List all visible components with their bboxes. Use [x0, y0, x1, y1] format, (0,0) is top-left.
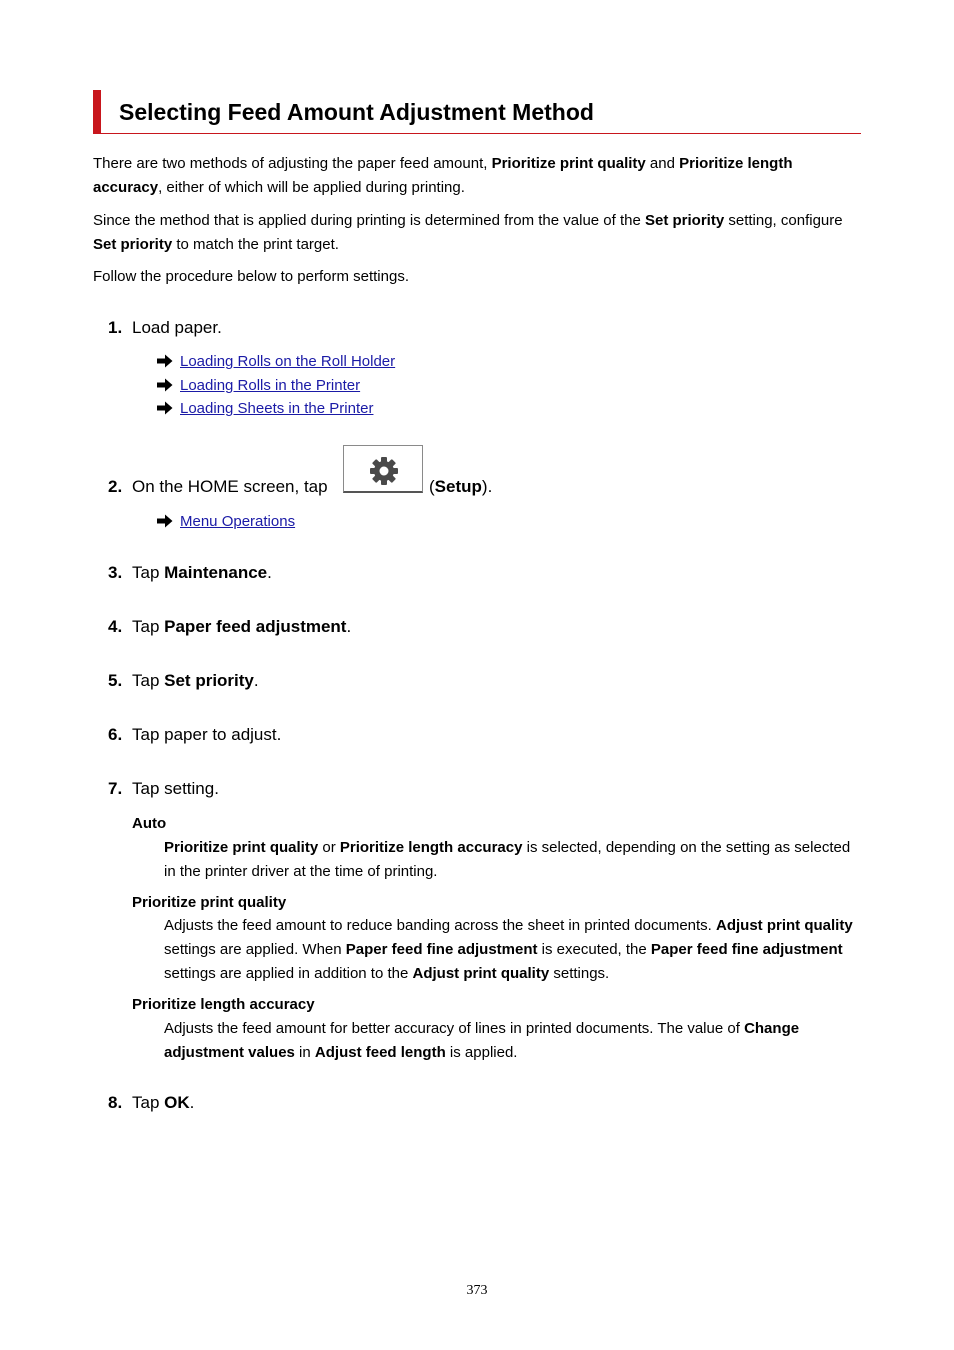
step-2 — [108, 476, 328, 498]
intro-paragraph-3: Follow the procedure below to perform settings. — [93, 268, 409, 285]
text: settings are applied. When — [164, 941, 346, 958]
setup-button[interactable] — [343, 445, 423, 493]
bold-term: Adjust print quality — [716, 917, 853, 934]
bold-term: Set priority — [164, 671, 254, 690]
arrow-right-icon — [157, 354, 175, 368]
link-loading-sheets-printer[interactable]: Loading Sheets in the Printer — [180, 400, 374, 417]
step-3 — [108, 562, 272, 584]
link-loading-rolls-roll-holder[interactable]: Loading Rolls on the Roll Holder — [180, 353, 396, 370]
bold-term: Prioritize print quality — [491, 155, 646, 172]
step-1 — [108, 317, 222, 339]
text: Since the method that is applied during printing is determined from the value of the — [93, 212, 645, 229]
page-title-block — [93, 90, 861, 134]
text: ). — [481, 477, 493, 496]
link-row — [157, 352, 395, 372]
text: is selected, depending on the setting as selected in the printer driver at the time of printing. — [164, 839, 851, 880]
link-row — [157, 376, 360, 396]
text: settings are applied in addition to the — [164, 965, 413, 982]
arrow-right-icon — [157, 514, 175, 528]
step-4 — [108, 616, 351, 638]
bold-term: Adjust print quality — [412, 965, 550, 982]
text: Tap — [132, 671, 165, 690]
step-text: Tap setting. — [132, 779, 219, 798]
setup-label — [429, 476, 492, 498]
step-7 — [108, 778, 219, 800]
text: Adjusts the feed amount for better accuracy of lines in printed documents. The value of — [164, 1020, 745, 1037]
text: ( — [429, 477, 435, 496]
bold-term: Paper feed adjustment — [164, 617, 347, 636]
option-desc-quality — [164, 914, 854, 986]
bold-term: Prioritize length accuracy — [339, 839, 523, 856]
page-title: Selecting Feed Amount Adjustment Method — [119, 99, 594, 125]
step-number: 1. — [108, 318, 123, 337]
text: in — [294, 1044, 315, 1061]
text: and — [645, 155, 680, 172]
text: setting, configure — [724, 212, 843, 229]
step-text: On the HOME screen, tap — [132, 477, 328, 496]
step-number: 4. — [108, 617, 123, 636]
link-menu-operations[interactable]: Menu Operations — [180, 513, 296, 530]
bold-term: Adjust feed length — [314, 1044, 446, 1061]
link-row — [157, 399, 373, 419]
bold-term: Prioritize print quality — [164, 839, 319, 856]
text: Adjusts the feed amount to reduce banding across the sheet in printed documents. — [164, 917, 717, 934]
text: or — [318, 839, 340, 856]
gear-icon — [369, 456, 399, 486]
option-desc-length — [164, 1017, 854, 1065]
step-5 — [108, 670, 259, 692]
text: . — [189, 1093, 195, 1112]
bold-term: Set priority — [645, 212, 725, 229]
text: settings. — [549, 965, 610, 982]
intro-paragraph-2 — [93, 209, 863, 257]
step-number: 2. — [108, 477, 123, 496]
bold-term: Prioritize length accuracy — [93, 155, 793, 196]
step-8 — [108, 1092, 194, 1114]
page-number: 373 — [466, 1283, 488, 1298]
option-term-auto: Auto — [132, 815, 167, 832]
bold-term: Change adjustment values — [164, 1020, 800, 1061]
text: is applied. — [445, 1044, 518, 1061]
step-number: 7. — [108, 779, 123, 798]
text: Tap — [132, 1093, 165, 1112]
bold-term: Set priority — [93, 236, 173, 253]
step-number: 5. — [108, 671, 123, 690]
option-term-length: Prioritize length accuracy — [132, 996, 315, 1013]
text: , either of which will be applied during printing. — [158, 179, 465, 196]
text: . — [253, 671, 259, 690]
link-row — [157, 512, 295, 532]
option-desc-auto — [164, 836, 854, 884]
text: Tap — [132, 563, 165, 582]
step-6 — [108, 724, 281, 746]
bold-term: Maintenance — [164, 563, 268, 582]
option-term-quality: Prioritize print quality — [132, 894, 287, 911]
step-number: 3. — [108, 563, 123, 582]
link-loading-rolls-printer[interactable]: Loading Rolls in the Printer — [180, 377, 361, 394]
intro-paragraph-1 — [93, 152, 863, 200]
text: Tap — [132, 617, 165, 636]
text: to match the print target. — [172, 236, 339, 253]
step-number: 8. — [108, 1093, 123, 1112]
text: is executed, the — [537, 941, 651, 958]
bold-term: Paper feed fine adjustment — [650, 941, 843, 958]
step-number: 6. — [108, 725, 123, 744]
bold-term: Paper feed fine adjustment — [345, 941, 538, 958]
text: There are two methods of adjusting the paper feed amount, — [93, 155, 492, 172]
text: . — [267, 563, 272, 582]
text: . — [346, 617, 352, 636]
bold-term: Setup — [434, 477, 482, 496]
bold-term: OK — [164, 1093, 190, 1112]
arrow-right-icon — [157, 378, 175, 392]
arrow-right-icon — [157, 401, 175, 415]
title-accent-bar — [93, 90, 101, 133]
step-text: Load paper. — [132, 318, 222, 337]
step-text: Tap paper to adjust. — [132, 725, 282, 744]
